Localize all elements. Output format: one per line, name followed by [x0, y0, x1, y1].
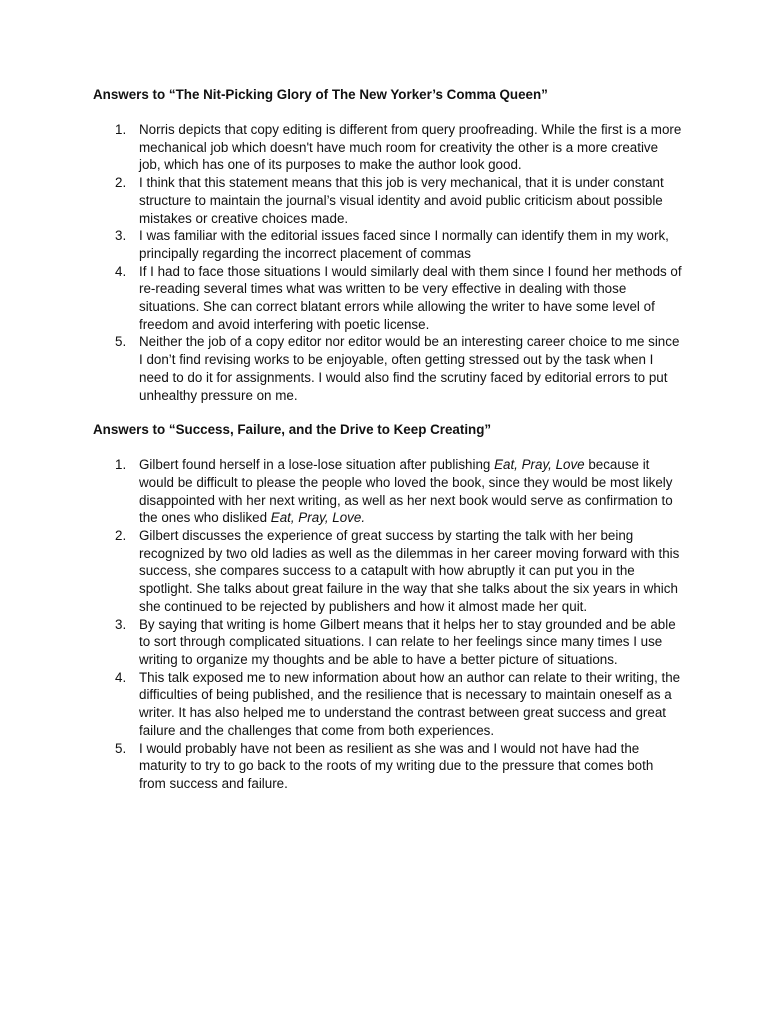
list-item: [93, 263, 683, 334]
item-number: 3.: [115, 228, 127, 244]
book-title-italic: Eat, Pray, Love: [494, 457, 585, 473]
item-number: 4.: [115, 263, 127, 279]
section-1-answer-list: [93, 121, 683, 404]
book-title-italic: Eat, Pray, Love.: [270, 510, 366, 526]
list-item: [93, 227, 683, 262]
list-item: [93, 456, 683, 527]
item-text: Gilbert discusses the experience of great success by starting the talk with her being recognized by two old ladies as well as the dilemmas in her career moving forward with this success, she compares success to a catapult with how abruptly it can put you in the spotlight. She talks about great failure in the way that she talks about the six years in which she continued to be rejected by publishers and how it almost made her quit.: [139, 528, 680, 614]
section-2-answer-list: [93, 456, 683, 792]
item-number: 5.: [115, 740, 127, 756]
list-item: [93, 616, 683, 669]
item-text: Gilbert found herself in a lose-lose situation after publishing: [139, 457, 495, 473]
list-item: [93, 174, 683, 227]
list-item: [93, 527, 683, 616]
item-number: 1.: [115, 457, 127, 473]
list-item: [93, 740, 683, 793]
item-number: 4.: [115, 669, 127, 685]
item-text: I was familiar with the editorial issues faced since I normally can identify them in my work, principally regarding the incorrect placement of commas: [139, 228, 669, 261]
item-text: Norris depicts that copy editing is different from query proofreading. While the first is a more mechanical job which doesn't have much room for creativity the other is a more creative job, which has one of its purposes to make the author look good.: [139, 122, 682, 173]
item-number: 2.: [115, 175, 127, 191]
document-page: [93, 86, 683, 793]
item-text: This talk exposed me to new information about how an author can relate to their writing, the difficulties of being published, and the resilience that is necessary to maintain oneself as a writer. It has also helped me to understand the contrast between great success and great failure and the challenges that come from both experiences.: [139, 669, 681, 738]
item-text: I would probably have not been as resilient as she was and I would not have had the maturity to try to go back to the roots of my writing due to the pressure that comes both from success and failure.: [139, 740, 654, 791]
item-text: Neither the job of a copy editor nor editor would be an interesting career choice to me since I don’t find revising works to be enjoyable, often getting stressed out by the task when I need to do it for assignments. I would also find the scrutiny faced by editorial errors to put unhealthy pressure on me.: [139, 334, 680, 403]
item-number: 1.: [115, 122, 127, 137]
item-number: 2.: [115, 528, 127, 544]
section-2-heading: Answers to “Success, Failure, and the Drive to Keep Creating”: [93, 422, 492, 438]
list-item: [93, 121, 683, 174]
list-item: [93, 669, 683, 740]
item-number: 3.: [115, 616, 127, 632]
item-text-continued: because it would be difficult to please the people who loved the book, since they would be most likely disappointed with her next writing, as well as her next book would serve as confirmation to the ones who disliked: [139, 457, 673, 526]
item-text: By saying that writing is home Gilbert means that it helps her to stay grounded and be able to sort through complicated situations. I can relate to her feelings since many times I use writing to organize my thoughts and be able to have a better picture of situations.: [139, 616, 676, 667]
item-text: I think that this statement means that this job is very mechanical, that it is under constant structure to maintain the journal’s visual identity and avoid public criticism about possible mistakes or creative choices made.: [139, 175, 664, 226]
item-number: 5.: [115, 334, 127, 350]
item-text: If I had to face those situations I would similarly deal with them since I found her methods of re-reading several times what was written to be very effective in dealing with those situations. She can correct blatant errors while allowing the writer to have some level of freedom and avoid interfering with poetic license.: [139, 263, 682, 332]
section-1-heading: Answers to “The Nit-Picking Glory of The New Yorker’s Comma Queen”: [93, 87, 548, 102]
list-item: [93, 333, 683, 404]
